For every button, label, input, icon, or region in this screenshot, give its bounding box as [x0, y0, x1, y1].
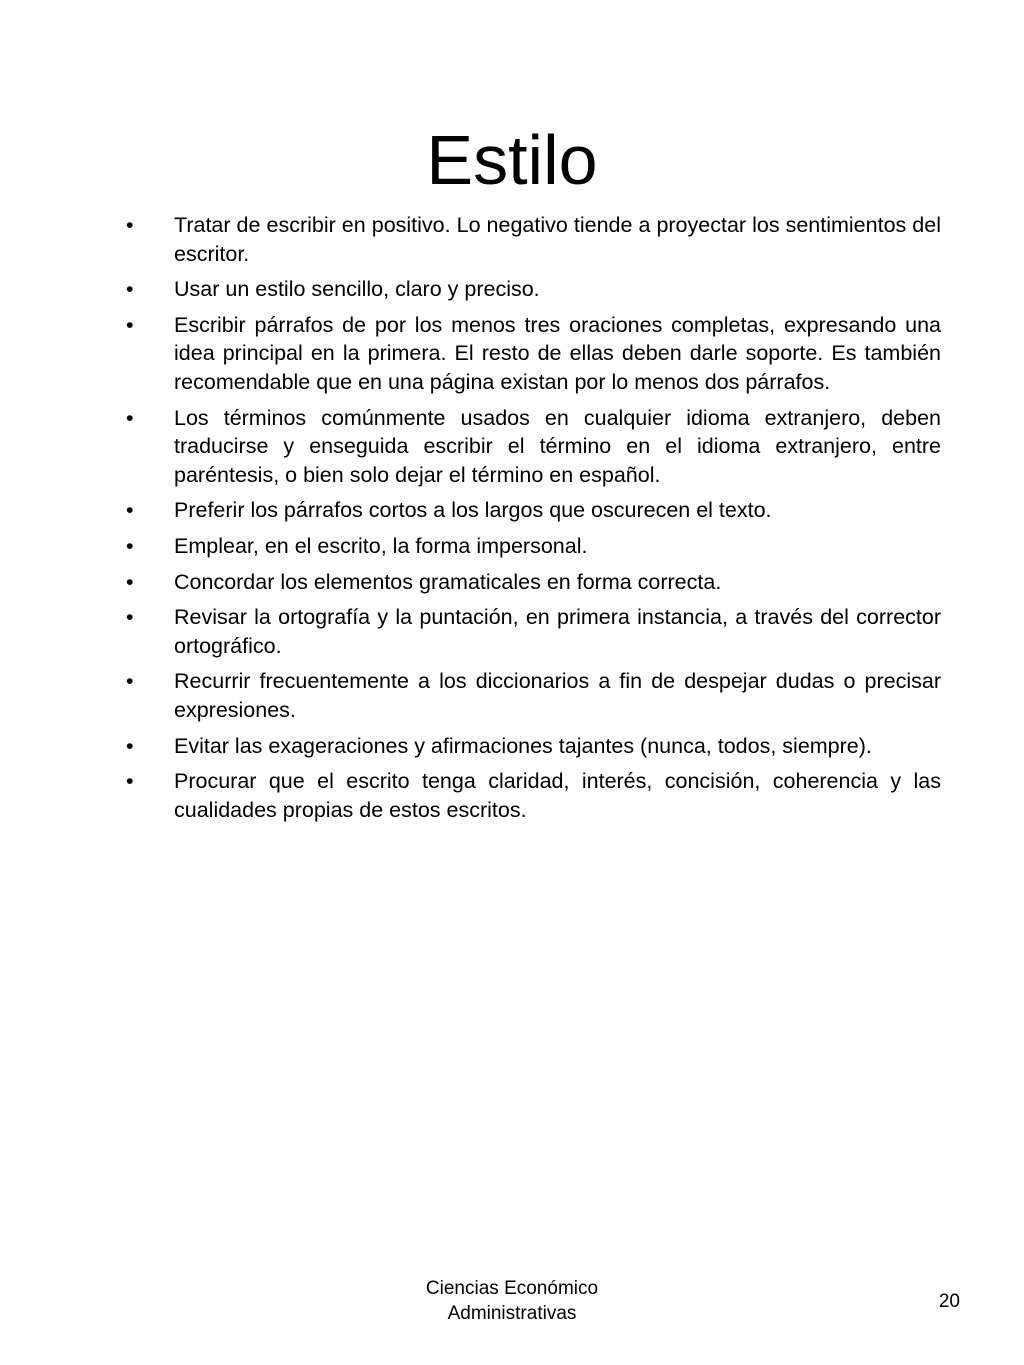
- list-item-text: Tratar de escribir en positivo. Lo negativo tiende a proyectar los sentimientos del escritor.: [174, 213, 941, 266]
- list-item-text: Usar un estilo sencillo, claro y preciso.: [174, 277, 540, 302]
- footer-line-1: Ciencias Económico: [425, 1278, 599, 1299]
- page-number: 20: [938, 1291, 960, 1312]
- list-item: [126, 404, 941, 490]
- bullet-icon: •: [126, 405, 134, 430]
- list-item-text: Recurrir frecuentemente a los diccionarios a fin de despejar dudas o precisar expresiones.: [174, 669, 941, 722]
- list-item: [126, 767, 941, 824]
- bullet-icon: •: [126, 533, 134, 558]
- list-item: [126, 496, 941, 525]
- bullet-list: [126, 211, 941, 831]
- list-item-text: Procurar que el escrito tenga claridad, interés, concisión, coherencia y las cualidades propias de estos escritos.: [174, 769, 941, 822]
- bullet-icon: •: [126, 769, 134, 794]
- list-item: [126, 211, 941, 268]
- list-item-text: Concordar los elementos gramaticales en forma correcta.: [174, 569, 722, 594]
- list-item-text: Los términos comúnmente usados en cualquier idioma extranjero, deben traducirse y enseguida escribir el término en el idioma extranjero, entre paréntesis, o bien solo dejar el término en español.: [174, 405, 941, 487]
- page-title: Estilo: [426, 121, 598, 199]
- list-item: [126, 603, 941, 660]
- list-item: [126, 667, 941, 724]
- list-item: [126, 275, 941, 304]
- footer-department: [362, 1276, 662, 1326]
- bullet-icon: •: [126, 277, 134, 302]
- bullet-icon: •: [126, 669, 134, 694]
- list-item: [126, 532, 941, 561]
- list-item: [126, 732, 941, 761]
- list-item-text: Emplear, en el escrito, la forma impersonal.: [174, 533, 588, 558]
- list-item-text: Escribir párrafos de por los menos tres oraciones completas, expresando una idea principal en la primera. El resto de ellas deben darle soporte. Es también recomendable que en una página existan por lo menos dos párrafos.: [174, 312, 941, 394]
- bullet-icon: •: [126, 605, 134, 630]
- bullet-icon: •: [126, 733, 134, 758]
- bullet-icon: •: [126, 312, 134, 337]
- list-item-text: Preferir los párrafos cortos a los largos que oscurecen el texto.: [174, 498, 772, 523]
- list-item: [126, 311, 941, 397]
- bullet-icon: •: [126, 569, 134, 594]
- footer-line-2: Administrativas: [447, 1303, 577, 1324]
- list-item: [126, 568, 941, 597]
- bullet-icon: •: [126, 213, 134, 237]
- list-item-text: Evitar las exageraciones y afirmaciones tajantes (nunca, todos, siempre).: [174, 733, 872, 758]
- list-item-text: Revisar la ortografía y la puntación, en primera instancia, a través del corrector ortográfico.: [174, 605, 941, 658]
- bullet-icon: •: [126, 498, 134, 523]
